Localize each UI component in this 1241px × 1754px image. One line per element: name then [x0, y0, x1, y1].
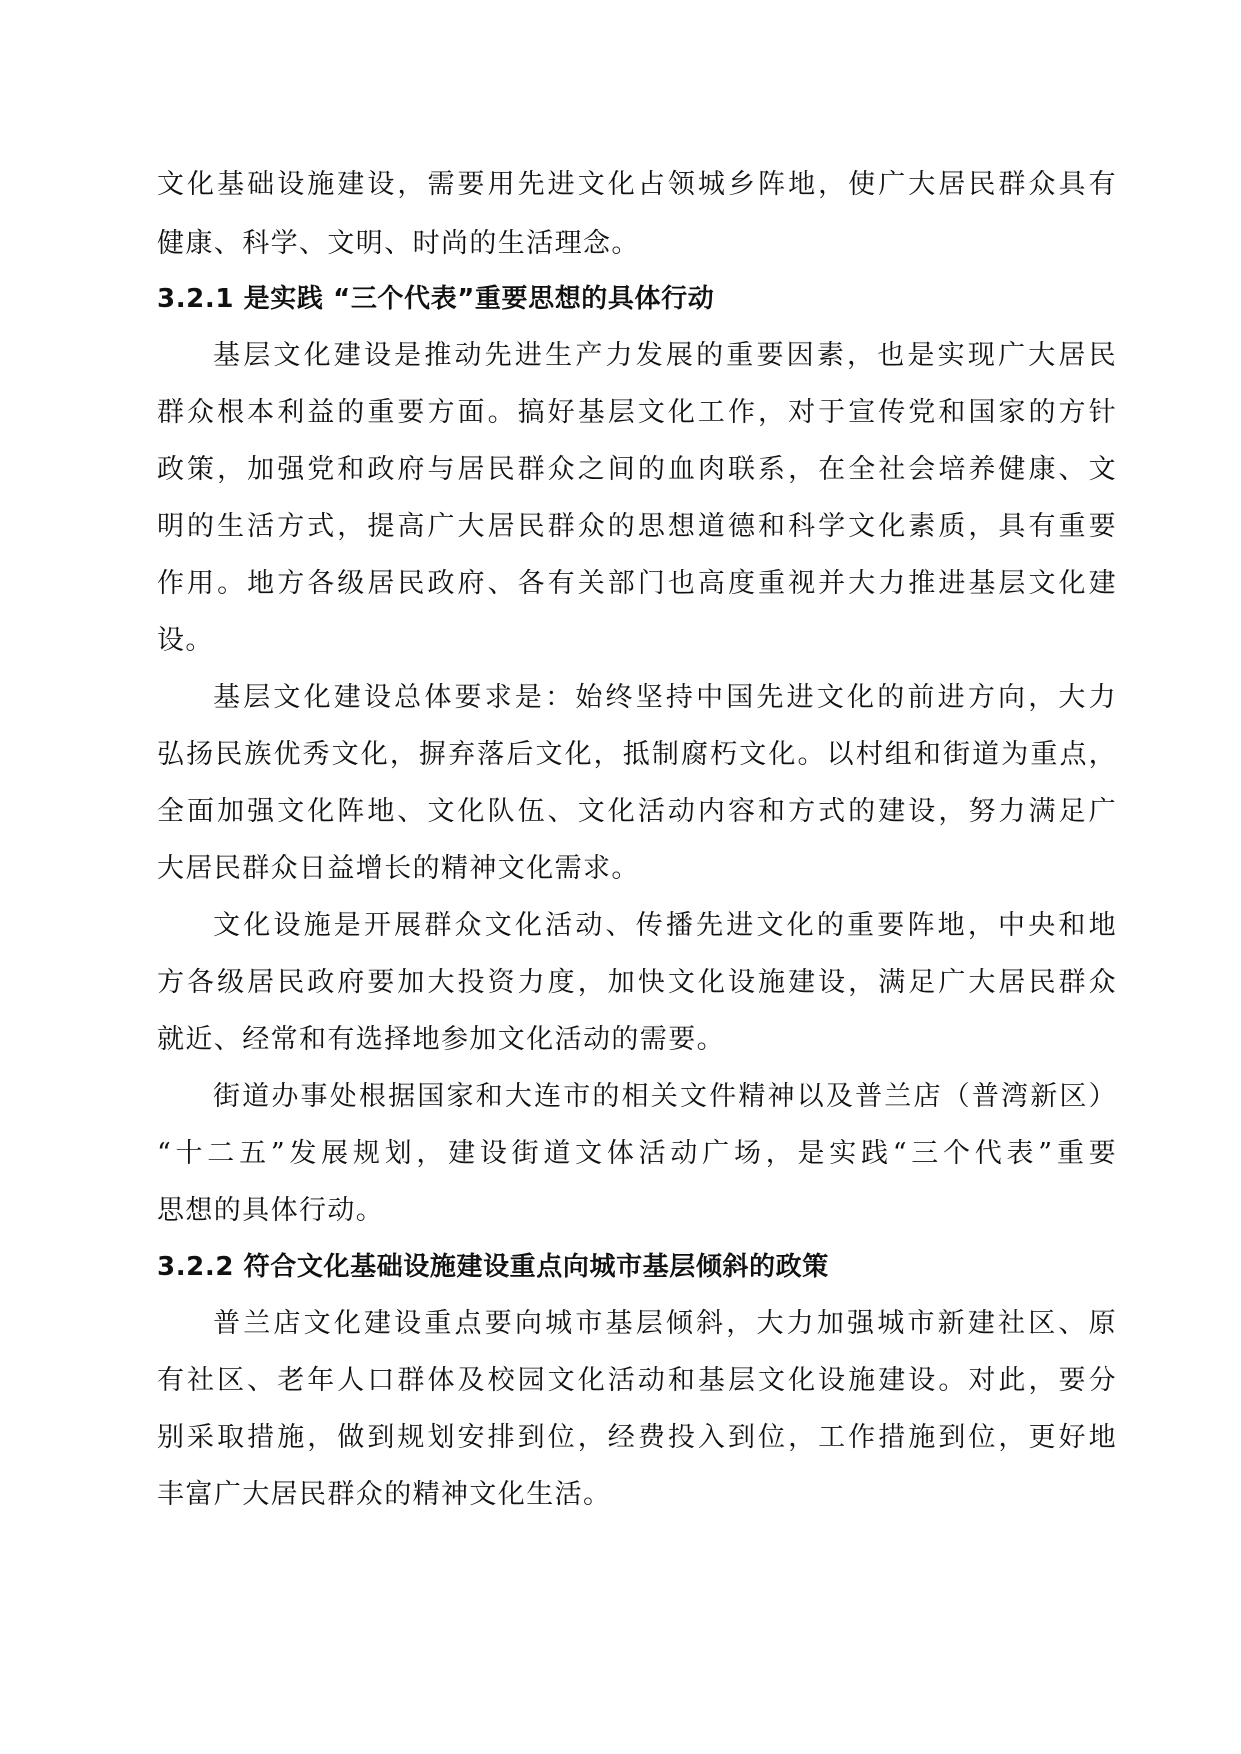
section-heading-3-2-1: 3.2.1 是实践 “三个代表”重要思想的具体行动 — [157, 284, 715, 314]
para-3-line-3: 就近、经常和有选择地参加文化活动的需要。 — [157, 1024, 725, 1055]
para-2-line-4: 大居民群众日益增长的精神文化需求。 — [157, 853, 640, 884]
para-2-line-2: 弘扬民族优秀文化，摒弃落后文化，抵制腐朽文化。以村组和街道为重点， — [157, 739, 1117, 770]
para-1-line-1: 基层文化建设是推动先进生产力发展的重要因素，也是实现广大居民 — [213, 340, 1117, 371]
para-2-line-1: 基层文化建设总体要求是：始终坚持中国先进文化的前进方向，大力 — [213, 682, 1117, 713]
para-4-line-2: “十二五”发展规划，建设街道文体活动广场，是实践“三个代表”重要 — [157, 1138, 1117, 1169]
para-5-line-2: 有社区、老年人口群体及校园文化活动和基层文化设施建设。对此，要分 — [157, 1365, 1117, 1396]
para-1-line-5: 作用。地方各级居民政府、各有关部门也高度重视并大力推进基层文化建 — [157, 568, 1117, 599]
para-1-line-2: 群众根本利益的重要方面。搞好基层文化工作，对于宣传党和国家的方针 — [157, 397, 1117, 428]
para-2-line-3: 全面加强文化阵地、文化队伍、文化活动内容和方式的建设，努力满足广 — [157, 796, 1117, 827]
para-5-line-4: 丰富广大居民群众的精神文化生活。 — [157, 1479, 612, 1510]
intro-line-2: 健康、科学、文明、时尚的生活理念。 — [157, 228, 640, 259]
para-3-line-2: 方各级居民政府要加大投资力度，加快文化设施建设，满足广大居民群众 — [157, 967, 1117, 998]
para-1-line-6: 设。 — [157, 625, 214, 656]
para-3-line-1: 文化设施是开展群众文化活动、传播先进文化的重要阵地，中央和地 — [213, 910, 1117, 941]
para-1-line-3: 政策，加强党和政府与居民群众之间的血肉联系，在全社会培养健康、文 — [157, 454, 1117, 485]
para-4-line-3: 思想的具体行动。 — [157, 1195, 385, 1226]
para-4-line-1: 街道办事处根据国家和大连市的相关文件精神以及普兰店（普湾新区） — [213, 1081, 1117, 1112]
para-5-line-3: 别采取措施，做到规划安排到位，经费投入到位，工作措施到位，更好地 — [157, 1422, 1117, 1453]
para-1-line-4: 明的生活方式，提高广大居民群众的思想道德和科学文化素质，具有重要 — [157, 511, 1117, 542]
para-5-line-1: 普兰店文化建设重点要向城市基层倾斜，大力加强城市新建社区、原 — [213, 1308, 1117, 1339]
intro-line-1: 文化基础设施建设，需要用先进文化占领城乡阵地，使广大居民群众具有 — [157, 169, 1117, 200]
section-heading-3-2-2: 3.2.2 符合文化基础设施建设重点向城市基层倾斜的政策 — [157, 1252, 829, 1282]
